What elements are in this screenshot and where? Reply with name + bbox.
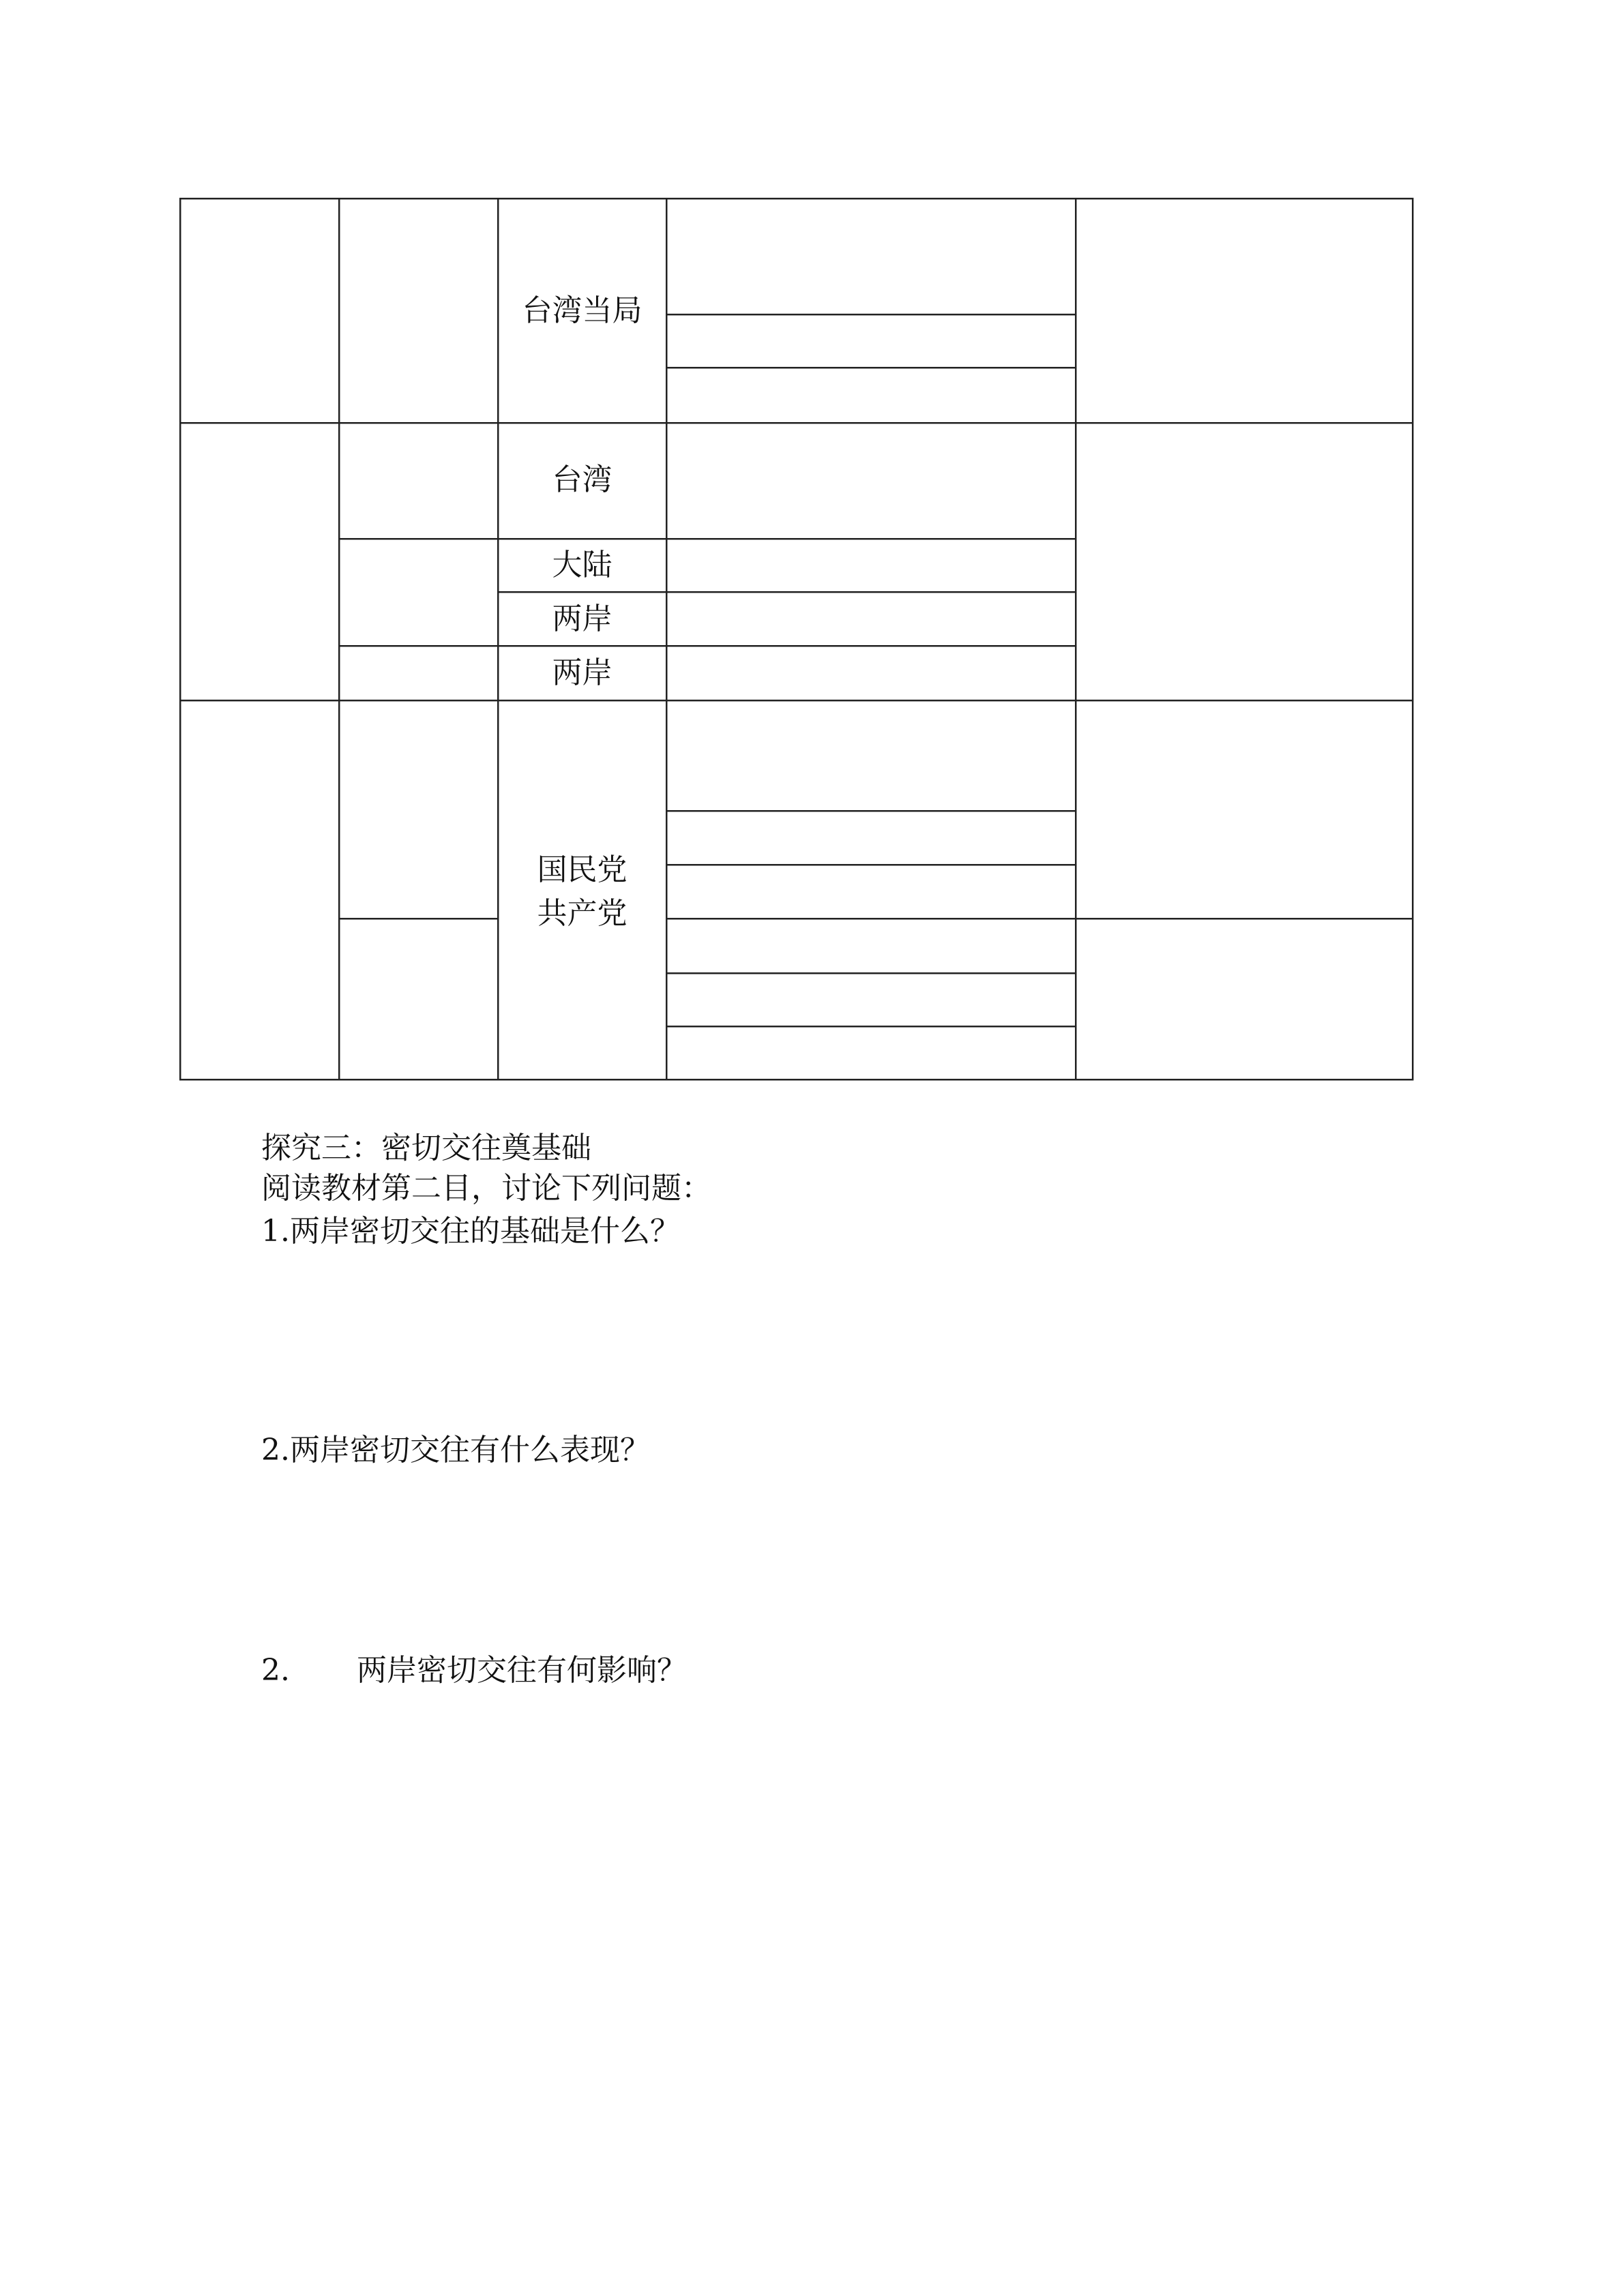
section-heading: 探究三：密切交往奠基础 bbox=[261, 1131, 591, 1165]
question-3-number: 2. bbox=[261, 1653, 290, 1688]
cell-label-taiwan-authorities: 台湾当局 bbox=[522, 293, 643, 328]
cell-label-cross-strait: 两岸 bbox=[552, 601, 612, 636]
question-1: 1.两岸密切交往的基础是什么？ bbox=[261, 1214, 680, 1249]
question-3-text: 两岸密切交往有何影响？ bbox=[357, 1653, 687, 1688]
cell-label-cross-strait: 两岸 bbox=[552, 655, 612, 690]
cell-label-taiwan: 台湾 bbox=[552, 462, 612, 497]
cell-label-cpc: 共产党 bbox=[537, 896, 628, 931]
table-border bbox=[180, 198, 1413, 1079]
question-3 bbox=[261, 1650, 687, 1691]
question-2: 2.两岸密切交往有什么表现？ bbox=[261, 1433, 650, 1467]
section-instruction: 阅读教材第二目，讨论下列问题： bbox=[261, 1171, 711, 1206]
cell-label-mainland: 大陆 bbox=[552, 548, 612, 582]
cell-label-kmt: 国民党 bbox=[537, 852, 628, 887]
